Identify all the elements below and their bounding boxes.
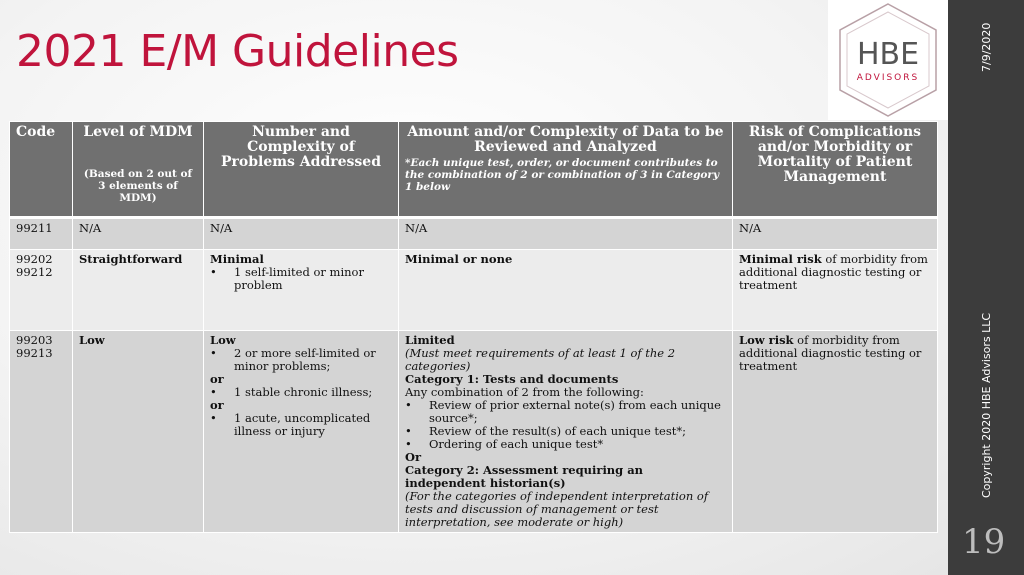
cell-risk: [733, 331, 938, 533]
or-separator: Or: [405, 450, 422, 464]
problems-list: [210, 412, 392, 438]
code-value: 99213: [16, 346, 53, 360]
header-risk: Risk of Complications and/or Morbidity or Mortality of Patient Management: [733, 122, 938, 218]
category-1-title: Category 1: Tests and documents: [405, 372, 619, 386]
problems-list: [210, 386, 392, 399]
problems-title: Minimal: [210, 252, 264, 266]
code-value: 99202: [16, 252, 53, 266]
cell-risk: [733, 250, 938, 331]
cell-risk: N/A: [733, 218, 938, 250]
table-row: [10, 331, 938, 533]
risk-level: Minimal risk: [739, 252, 822, 266]
cell-code: [10, 331, 73, 533]
cell-level: Straightforward: [73, 250, 204, 331]
slide-date: 7/9/2020: [980, 22, 993, 72]
category-2-title: Category 2: Assessment requiring an independent historian(s): [405, 463, 644, 490]
data-title: Limited: [405, 333, 455, 347]
header-level: [73, 122, 204, 218]
right-sidebar: [948, 0, 1024, 575]
mdm-guidelines-table: [9, 121, 938, 533]
problems-title: Low: [210, 333, 236, 347]
cell-level: Low: [73, 331, 204, 533]
or-separator: or: [210, 372, 224, 386]
code-value: 99212: [16, 265, 53, 279]
cell-problems: [204, 250, 399, 331]
cell-problems: N/A: [204, 218, 399, 250]
risk-text: of morbidity from additional diagnostic testing or treatment: [739, 333, 922, 373]
header-code: Code: [10, 122, 73, 218]
code-value: 99203: [16, 333, 53, 347]
list-item: • 1 self-limited or minor problem: [210, 266, 392, 292]
slide-number: 19: [962, 522, 1006, 562]
list-item: • 2 or more self-limited or minor problems;: [210, 347, 392, 373]
header-data-note: *Each unique test, order, or document contributes to the combination of 2 or combination of 3 in Category 1 below: [405, 157, 720, 193]
table-row: [10, 250, 938, 331]
hbe-advisors-logo: [828, 0, 948, 120]
category-2-note: (For the categories of independent interpretation of tests and discussion of management or test interpretation, see moderate or high): [405, 489, 709, 529]
header-level-label: Level of MDM: [83, 124, 193, 140]
cell-code: [10, 250, 73, 331]
cell-problems: [204, 331, 399, 533]
header-level-sub: (Based on 2 out of 3 elements of MDM): [83, 168, 193, 204]
cell-level: N/A: [73, 218, 204, 250]
cell-data: [399, 331, 733, 533]
header-data-label: Amount and/or Complexity of Data to be Reviewed and Analyzed: [407, 124, 724, 155]
list-item: • Ordering of each unique test*: [405, 438, 726, 451]
list-item: • Review of the result(s) of each unique test*;: [405, 425, 726, 438]
category-1-list: [405, 399, 726, 451]
category-1-intro: Any combination of 2 from the following:: [405, 385, 644, 399]
problems-list: [210, 266, 392, 292]
data-requirement: (Must meet requirements of at least 1 of the 2 categories): [405, 346, 676, 373]
cell-code: 99211: [10, 218, 73, 250]
list-item: • Review of prior external note(s) from each unique source*;: [405, 399, 726, 425]
header-data: [399, 122, 733, 218]
cell-data: Minimal or none: [399, 250, 733, 331]
table-header-row: [10, 122, 938, 218]
table-row: [10, 218, 938, 250]
copyright-text: Copyright 2020 HBE Advisors LLC: [980, 312, 993, 498]
slide-title: 2021 E/M Guidelines: [16, 26, 459, 77]
or-separator: or: [210, 398, 224, 412]
header-problems: Number and Complexity of Problems Addressed: [204, 122, 399, 218]
svg-text:ADVISORS: ADVISORS: [856, 73, 920, 83]
svg-text:HBE: HBE: [856, 37, 920, 72]
problems-list: [210, 347, 392, 373]
list-item: • 1 stable chronic illness;: [210, 386, 392, 399]
list-item: • 1 acute, uncomplicated illness or injury: [210, 412, 392, 438]
risk-text: of morbidity from additional diagnostic testing or treatment: [739, 252, 928, 292]
cell-data: N/A: [399, 218, 733, 250]
risk-level: Low risk: [739, 333, 794, 347]
